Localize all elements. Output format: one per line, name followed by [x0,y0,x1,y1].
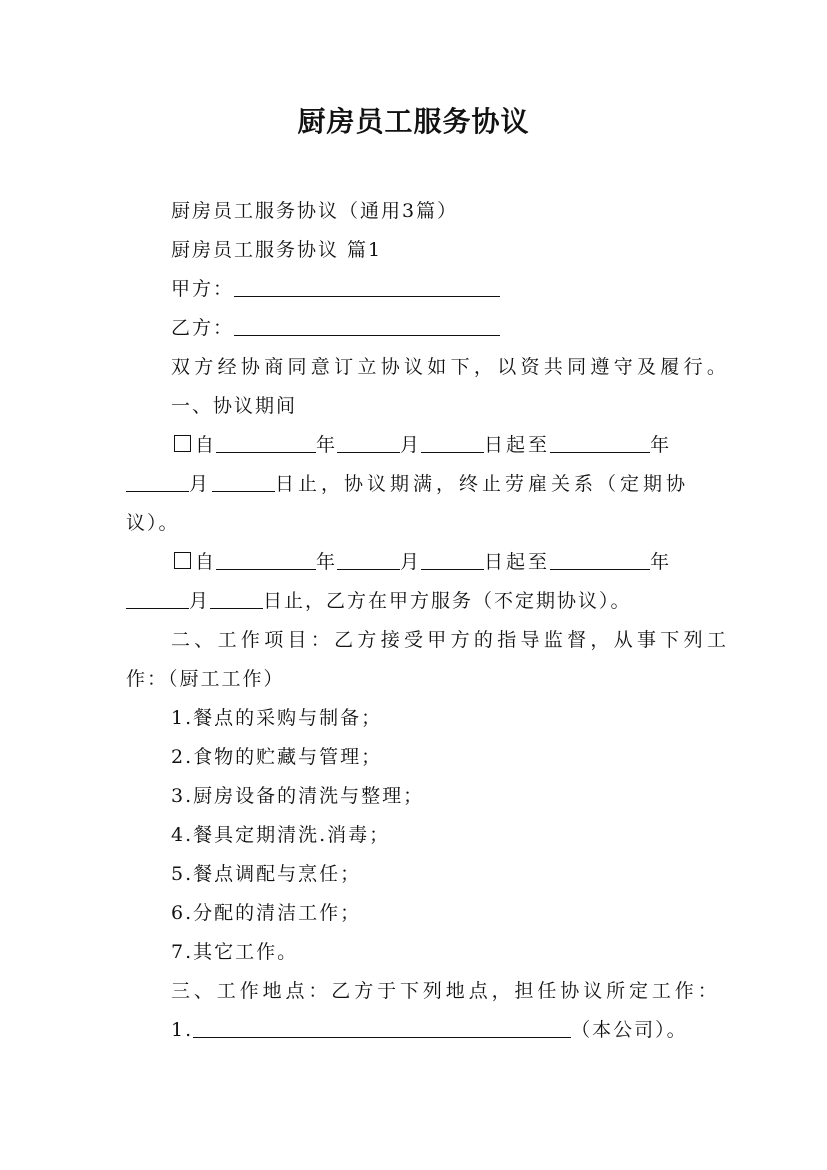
section-heading: 厨房员工服务协议 篇1 [171,239,383,261]
day-start-label: 日起至 [484,434,551,456]
term-option-indefinite [174,549,671,575]
clause2-heading: 二、工作项目：乙方接受甲方的指导监督，从事下列工 [171,629,731,651]
month-label: 月 [400,551,422,573]
start-year-blank [216,433,316,453]
term-option-indefinite-cont [126,588,632,614]
term-option-fixed [174,432,671,458]
from-label: 自 [195,434,217,456]
party-a-line [171,276,500,302]
clause2-heading-cont: 作：（厨工工作） [126,668,285,690]
year-label: 年 [650,551,672,573]
work-location-line [171,1017,688,1043]
end-day-blank [210,589,263,609]
day-start-label: 日起至 [484,551,551,573]
start-day-blank [421,433,484,453]
clause3-heading: 三、工作地点：乙方于下列地点，担任协议所定工作： [171,980,721,1002]
end-year-blank [550,433,650,453]
month-label: 月 [400,434,422,456]
month-label: 月 [189,473,213,495]
indefinite-term-end-text: 日止，乙方在甲方服务（不定期协议）。 [263,590,632,612]
start-month-blank [337,433,400,453]
start-year-blank [216,550,316,570]
year-label: 年 [316,551,338,573]
location-suffix: （本公司）。 [571,1019,688,1041]
work-item: 3.厨房设备的清洗与整理； [171,785,425,807]
work-item: 2.食物的贮藏与管理； [171,746,383,768]
work-item: 7.其它工作。 [171,941,299,963]
end-day-blank [212,472,275,492]
end-month-blank [126,472,189,492]
from-label: 自 [195,551,217,573]
start-month-blank [337,550,400,570]
work-item: 5.餐点调配与烹任； [171,863,362,885]
work-item: 6.分配的清洁工作； [171,902,362,924]
work-item: 1.餐点的采购与制备； [171,707,383,729]
party-a-label: 甲方： [171,278,235,300]
fixed-term-end-text-cont: 议）。 [126,512,180,534]
party-b-label: 乙方： [171,317,235,339]
indefinite-term-checkbox[interactable] [174,552,191,569]
location-prefix: 1. [171,1019,194,1041]
term-option-fixed-cont [126,471,689,497]
party-b-line [171,315,500,341]
end-month-blank [126,589,189,609]
document-subtitle: 厨房员工服务协议（通用3篇） [171,200,459,222]
clause1-heading: 一、协议期间 [171,395,298,417]
work-location-blank [193,1018,571,1038]
year-label: 年 [650,434,672,456]
work-item: 4.餐具定期清洗.消毒； [171,824,391,846]
fixed-term-checkbox[interactable] [174,435,191,452]
start-day-blank [421,550,484,570]
intro-text: 双方经协商同意订立协议如下，以资共同遵守及履行。 [171,356,731,378]
month-label: 月 [189,590,211,612]
party-a-blank [234,277,500,297]
party-b-blank [234,316,500,336]
fixed-term-end-text: 日止，协议期满，终止劳雇关系（定期协 [275,473,690,495]
year-label: 年 [316,434,338,456]
end-year-blank [550,550,650,570]
document-title: 厨房员工服务协议 [297,105,530,138]
